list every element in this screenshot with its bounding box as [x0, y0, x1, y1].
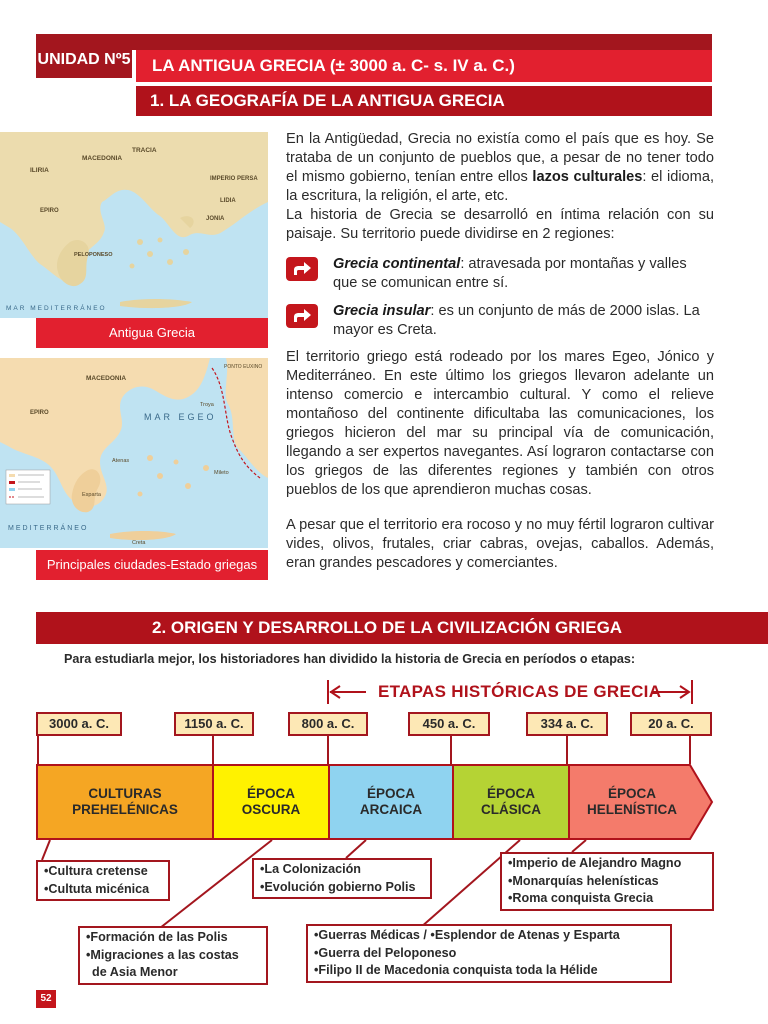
period-clasica-line1: ÉPOCA	[486, 786, 535, 801]
map2-label-epiro: EPIRO	[30, 410, 49, 416]
date-connectors	[0, 736, 768, 766]
period-oscura-line2: OSCURA	[241, 802, 301, 817]
paragraph-4: A pesar que el territorio era rocoso y no muy fértil lograron cultivar vides, olivos, frutales, criar cabras, ovejas, caballos. Además, eran grandes pescadores y comerciantes.	[286, 517, 714, 571]
period-helenistica-line1: ÉPOCA	[607, 786, 656, 801]
paragraph-2: La historia de Grecia se desarrolló en íntima relación con su paisaje. Su territorio puede dividirse en 2 regiones:	[286, 207, 714, 242]
map1-label-persia: IMPERIO PERSA	[210, 176, 258, 182]
map1-label-jonia: JONIA	[206, 216, 225, 222]
period-helenistica	[568, 764, 714, 840]
note-item: •Roma conquista Grecia	[508, 891, 654, 905]
note-item: •La Colonización	[260, 862, 361, 876]
page-number: 52	[36, 990, 56, 1008]
map1-label-epiro: EPIRO	[40, 208, 59, 214]
geography-text	[286, 130, 714, 244]
page-title: LA ANTIGUA GRECIA (± 3000 a. C- s. IV a. C.)	[136, 50, 712, 82]
note-item: •Cultuta micénica	[44, 881, 150, 896]
section2-title: 2. ORIGEN Y DESARROLLO DE LA CIVILIZACIÓN GRIEGA	[36, 612, 768, 644]
period-clasica-line2: CLÁSICA	[481, 802, 541, 817]
note-item: •Migraciones a las costas	[86, 947, 239, 962]
map-ancient-greece	[0, 132, 268, 318]
map2-label-ponto: PONTO EUXINO	[224, 364, 263, 370]
arrow-icon	[286, 257, 318, 281]
map1-label-lidia: LIDIA	[220, 198, 236, 204]
date-3000: 3000 a. C.	[36, 712, 122, 736]
map1-label-iliria: ILIRIA	[30, 167, 49, 174]
note-item: •Monarquías helenísticas	[508, 873, 659, 888]
date-800: 800 a. C.	[288, 712, 368, 736]
date-334: 334 a. C.	[526, 712, 608, 736]
arrow-icon	[286, 304, 318, 328]
map2-label-mileto: Mileto	[214, 470, 229, 476]
period-arcaica-line2: ARCAICA	[359, 802, 423, 817]
map2-label-troya: Troya	[200, 402, 214, 408]
p1-part-b: : el idioma, la escritura, la religión, el arte, etc.	[286, 169, 714, 204]
period-prehelenicas-line1: CULTURAS	[88, 786, 162, 801]
period-prehelenicas	[36, 764, 214, 840]
map1-label-macedonia: MACEDONIA	[82, 155, 123, 162]
note-arcaica	[252, 858, 432, 899]
note-item: •Guerras Médicas / •Esplendor de Atenas y Esparta	[314, 928, 620, 942]
unit-label: UNIDAD Nº5	[36, 42, 132, 78]
bullet-continental	[286, 255, 714, 295]
period-prehelenicas-line2: PREHELÉNICAS	[72, 802, 178, 817]
map2-label-esparta: Esparta	[82, 492, 101, 498]
map2-caption: Principales ciudades-Estado griegas	[36, 550, 268, 580]
period-clasica	[452, 764, 570, 840]
section2-intro: Para estudiarla mejor, los historiadores han dividido la historia de Grecia en períodos o etapas:	[64, 652, 636, 666]
map2-label-macedonia: MACEDONIA	[86, 375, 127, 382]
note-item: de Asia Menor	[92, 965, 178, 979]
period-oscura-line1: ÉPOCA	[246, 786, 295, 801]
date-1150: 1150 a. C.	[174, 712, 254, 736]
date-450: 450 a. C.	[408, 712, 490, 736]
keyword-grecia-continental: Grecia continental	[333, 256, 461, 272]
section1-title: 1. LA GEOGRAFÍA DE LA ANTIGUA GRECIA	[136, 86, 712, 116]
period-helenistica-line2: HELENÍSTICA	[586, 802, 677, 817]
period-arcaica	[328, 764, 454, 840]
note-helenistica	[500, 852, 714, 911]
map-city-states	[0, 358, 268, 548]
note-item: •Imperio de Alejandro Magno	[508, 856, 682, 870]
period-arcaica-line1: ÉPOCA	[366, 786, 415, 801]
paragraph-3: El territorio griego está rodeado por los mares Egeo, Jónico y Mediterráneo. En este último los griegos llevaron adelante un intenso comercio e intercambio cultural. Y como el relieve montañoso del continente dificultaba las comunicaciones, los griegos hicieron del mar su principal vía de comunicación, llegando a ser expertos navegantes. Así lograron contactarse con los griegos de las diferentes regiones y también con otros pueblos de los que aprendieron muchas cosas.	[286, 349, 714, 498]
keyword-grecia-insular: Grecia insular	[333, 303, 431, 319]
map2-label-atenas: Atenas	[112, 458, 130, 464]
map1-label-mar: MAR MEDITERRÁNEO	[6, 305, 107, 312]
note-item: •Guerra del Peloponeso	[314, 945, 457, 960]
period-oscura	[212, 764, 330, 840]
keyword-lazos-culturales: lazos culturales	[532, 169, 643, 185]
map2-label-egeo: MAR EGEO	[144, 412, 217, 422]
map1-caption: Antigua Grecia	[36, 318, 268, 348]
bullet2-text: : es un conjunto de más de 2000 islas. La mayor es Creta.	[333, 303, 700, 338]
note-oscura	[78, 926, 268, 985]
p1-part-a: En la Antigüedad, Grecia no existía como el país que es hoy. Se trataba de un conjunto de pueblos que, a pesar de no tener todo el mismo gobierno, tenían entre ellos	[286, 131, 714, 185]
bullet1-text: : atravesada por montañas y valles que se comunican entre sí.	[333, 256, 687, 291]
map1-label-peloponeso: PELOPONESO	[74, 252, 113, 258]
map2-label-creta: Creta	[132, 540, 146, 546]
note-prehelenicas	[36, 860, 170, 901]
note-clasica	[306, 924, 672, 983]
note-item: •Evolución gobierno Polis	[260, 879, 416, 894]
map2-label-mediterraneo: MEDITERRÁNEO	[8, 525, 89, 532]
bullet-insular	[286, 302, 714, 342]
note-item: •Filipo II de Macedonia conquista toda la Hélide	[314, 963, 598, 977]
map1-label-tracia: TRACIA	[132, 147, 157, 154]
note-item: •Formación de las Polis	[86, 930, 228, 944]
timeline-title: ETAPAS HISTÓRICAS DE GRECIA	[378, 682, 662, 701]
note-item: •Cultura cretense	[44, 864, 148, 878]
header-bar	[36, 34, 712, 50]
paragraph-1	[286, 130, 714, 206]
date-20: 20 a. C.	[630, 712, 712, 736]
